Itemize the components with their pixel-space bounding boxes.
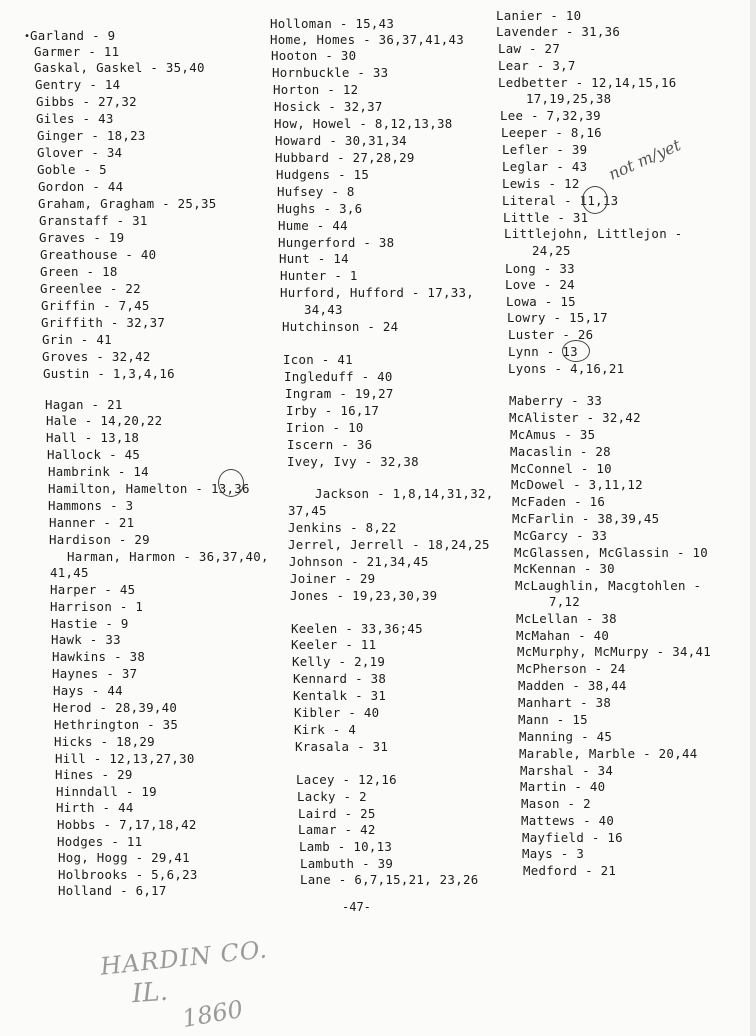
index-entry: McGlassen, McGlassin - 10 — [514, 545, 708, 560]
index-entry: Hill - 12,13,27,30 — [55, 751, 195, 766]
index-entry: Graham, Gragham - 25,35 — [38, 196, 217, 211]
index-entry: Hurford, Hufford - 17,33, — [280, 285, 474, 300]
index-entry: Lambuth - 39 — [300, 856, 394, 871]
index-entry: Marshal - 34 — [520, 763, 614, 778]
index-entry: Hines - 29 — [55, 767, 133, 782]
index-entry: Hammons - 3 — [48, 498, 134, 513]
index-entry: 17,19,25,38 — [526, 91, 612, 106]
index-entry: McGarcy - 33 — [514, 528, 608, 543]
index-entry: Glover - 34 — [37, 145, 123, 160]
index-entry: Irby - 16,17 — [286, 403, 380, 418]
index-entry: McPherson - 24 — [517, 661, 626, 676]
index-entry: Hamilton, Hamelton - 13,36 — [48, 481, 250, 496]
index-entry: Graves - 19 — [39, 230, 125, 245]
index-entry: Gordon - 44 — [38, 179, 124, 194]
handwritten-margin-note: not m/yet — [605, 135, 684, 184]
index-entry: Horton - 12 — [273, 82, 359, 97]
index-entry: Literal - 11,13 — [502, 193, 619, 208]
index-entry: Lanier - 10 — [496, 8, 582, 23]
index-entry: Lowa - 15 — [506, 294, 576, 309]
index-entry: Hirth - 44 — [56, 800, 134, 815]
index-entry: Herod - 28,39,40 — [53, 700, 178, 715]
index-entry: Gaskal, Gaskel - 35,40 — [34, 60, 205, 75]
index-entry: Ginger - 18,23 — [37, 128, 146, 143]
index-entry: Joiner - 29 — [290, 571, 376, 586]
index-entry: Leglar - 43 — [502, 159, 588, 174]
handwritten-county: HARDIN CO. — [98, 935, 269, 981]
index-entry: Lynn - 13 — [508, 344, 578, 359]
index-entry: Goble - 5 — [37, 162, 107, 177]
index-entry: 41,45 — [50, 565, 89, 580]
index-entry: Mayfield - 16 — [522, 830, 623, 845]
index-entry: Hog, Hogg - 29,41 — [58, 850, 190, 865]
index-entry: Lefler - 39 — [502, 142, 588, 157]
index-entry: Keelen - 33,36;45 — [291, 621, 423, 636]
index-entry: Mason - 2 — [521, 796, 591, 811]
index-entry: Kirk - 4 — [294, 722, 357, 737]
index-entry: Hagan - 21 — [45, 397, 123, 412]
index-entry: Leeper - 8,16 — [501, 125, 602, 140]
index-entry: Gustin - 1,3,4,16 — [43, 366, 175, 381]
index-entry: Kelly - 2,19 — [292, 654, 386, 669]
index-entry: Lacey - 12,16 — [296, 772, 397, 787]
index-entry: Hastie - 9 — [51, 616, 129, 631]
index-entry: Icon - 41 — [283, 352, 353, 367]
index-entry: Jones - 19,23,30,39 — [290, 588, 438, 603]
index-entry: Groves - 32,42 — [42, 349, 151, 364]
index-entry: Lewis - 12 — [502, 176, 580, 191]
index-entry: Mann - 15 — [518, 712, 588, 727]
index-entry: Lyons - 4,16,21 — [508, 361, 625, 376]
index-entry: 24,25 — [532, 243, 571, 258]
index-entry: Hays - 44 — [53, 683, 123, 698]
index-entry: Law - 27 — [498, 41, 561, 56]
page-number: -47- — [342, 900, 371, 914]
index-entry: Harrison - 1 — [50, 599, 144, 614]
index-entry: McFarlin - 38,39,45 — [512, 511, 660, 526]
index-entry: How, Howel - 8,12,13,38 — [274, 116, 453, 131]
index-entry: Harper - 45 — [50, 582, 136, 597]
index-entry: Holbrooks - 5,6,23 — [58, 867, 198, 882]
index-entry: Jackson - 1,8,14,31,32, — [315, 486, 494, 501]
index-entry: Hughs - 3,6 — [277, 201, 363, 216]
index-entry: Holland - 6,17 — [58, 883, 167, 898]
index-entry: Krasala - 31 — [295, 739, 389, 754]
index-entry: Howard - 30,31,34 — [275, 133, 407, 148]
index-entry: Laird - 25 — [298, 806, 376, 821]
handwritten-year: 1860 — [180, 994, 246, 1034]
circle-mark-lynn — [562, 340, 590, 362]
index-entry: Griffith - 32,37 — [41, 315, 166, 330]
index-entry: Manning - 45 — [519, 729, 613, 744]
index-entry: Ledbetter - 12,14,15,16 — [498, 75, 677, 90]
index-entry: McConnel - 10 — [511, 461, 612, 476]
index-entry: Hufsey - 8 — [277, 184, 355, 199]
index-entry: Lamar - 42 — [298, 822, 376, 837]
index-entry: Hosick - 32,37 — [274, 99, 383, 114]
index-entry: Irion - 10 — [286, 420, 364, 435]
index-entry: Hooton - 30 — [271, 48, 357, 63]
index-entry: McKennan - 30 — [514, 561, 615, 576]
index-entry: Haynes - 37 — [52, 666, 138, 681]
index-entry: Hall - 13,18 — [46, 430, 140, 445]
index-entry: Hobbs - 7,17,18,42 — [57, 817, 197, 832]
index-entry: McMahan - 40 — [516, 628, 610, 643]
index-entry: Ingram - 19,27 — [285, 386, 394, 401]
index-entry: Hicks - 18,29 — [54, 734, 155, 749]
index-entry: Long - 33 — [505, 261, 575, 276]
index-entry: Giles - 43 — [36, 111, 114, 126]
index-entry: McAlister - 32,42 — [509, 410, 641, 425]
index-entry: Jerrel, Jerrell - 18,24,25 — [288, 537, 490, 552]
index-entry: Grin - 41 — [42, 332, 112, 347]
index-entry: Holloman - 15,43 — [270, 16, 395, 31]
index-entry: Greathouse - 40 — [40, 247, 157, 262]
index-entry: Hornbuckle - 33 — [272, 65, 389, 80]
index-entry: Lacky - 2 — [297, 789, 367, 804]
handwritten-state: IL. — [130, 976, 169, 1010]
index-entry: Granstaff - 31 — [39, 213, 148, 228]
index-entry: Kentalk - 31 — [293, 688, 387, 703]
index-entry: Lamb - 10,13 — [299, 839, 393, 854]
index-entry: Hallock - 45 — [47, 447, 141, 462]
index-entry: Mays - 3 — [522, 846, 585, 861]
index-entry: Marable, Marble - 20,44 — [519, 746, 698, 761]
index-entry: Lowry - 15,17 — [507, 310, 608, 325]
index-entry: Garland - 9 — [30, 28, 116, 43]
index-entry: Medford - 21 — [523, 863, 617, 878]
index-entry: McMurphy, McMurpy - 34,41 — [517, 644, 711, 659]
index-entry: Lavender - 31,36 — [496, 24, 621, 39]
index-entry: 7,12 — [549, 594, 581, 609]
index-entry: Hunter - 1 — [280, 268, 358, 283]
index-entry: Hodges - 11 — [57, 834, 143, 849]
index-entry: 37,45 — [288, 503, 327, 518]
index-entry: Ivey, Ivy - 32,38 — [287, 454, 419, 469]
index-entry: Maberry - 33 — [509, 393, 603, 408]
index-entry: Macaslin - 28 — [510, 444, 611, 459]
index-entry: McAmus - 35 — [510, 427, 596, 442]
index-entry: Hambrink - 14 — [48, 464, 149, 479]
index-entry: Home, Homes - 36,37,41,43 — [270, 32, 464, 47]
index-entry: Little - 31 — [503, 210, 589, 225]
index-entry: Hardison - 29 — [49, 532, 150, 547]
index-entry: Gentry - 14 — [35, 77, 121, 92]
index-entry: Kennard - 38 — [293, 671, 387, 686]
index-entry: Green - 18 — [40, 264, 118, 279]
index-entry: Mattews - 40 — [521, 813, 615, 828]
index-entry: Martin - 40 — [520, 779, 606, 794]
index-entry: Hubbard - 27,28,29 — [275, 150, 415, 165]
index-entry: Love - 24 — [505, 277, 575, 292]
index-entry: Keeler - 11 — [291, 637, 377, 652]
index-entry: McLaughlin, Macgtohlen - — [515, 578, 702, 593]
scan-edge — [750, 0, 756, 1036]
index-entry: Harman, Harmon - 36,37,40, — [67, 549, 269, 564]
index-entry: Jenkins - 8,22 — [288, 520, 397, 535]
index-entry: Hethrington - 35 — [54, 717, 179, 732]
index-entry: Lear - 3,7 — [498, 58, 576, 73]
index-entry: Hume - 44 — [278, 218, 348, 233]
index-entry: Hawkins - 38 — [52, 649, 146, 664]
index-entry: Lane - 6,7,15,21, 23,26 — [300, 872, 479, 887]
index-entry: McDowel - 3,11,12 — [511, 477, 643, 492]
bullet-mark: • — [24, 31, 31, 42]
index-entry: Garmer - 11 — [34, 44, 120, 59]
index-entry: McFaden - 16 — [512, 494, 606, 509]
index-entry: Hutchinson - 24 — [282, 319, 399, 334]
index-entry: Gibbs - 27,32 — [36, 94, 137, 109]
circle-mark-hamilton — [218, 469, 244, 497]
index-entry: Hanner - 21 — [49, 515, 135, 530]
index-entry: 34,43 — [304, 302, 343, 317]
index-entry: McLellan - 38 — [516, 611, 617, 626]
index-entry: Manhart - 38 — [518, 695, 612, 710]
index-entry: Johnson - 21,34,45 — [289, 554, 429, 569]
index-entry: Ingleduff - 40 — [284, 369, 393, 384]
index-entry: Hudgens - 15 — [276, 167, 370, 182]
index-entry: Greenlee - 22 — [40, 281, 141, 296]
index-entry: Luster - 26 — [508, 327, 594, 342]
index-entry: Madden - 38,44 — [518, 678, 627, 693]
index-entry: Littlejohn, Littlejon - — [504, 226, 683, 241]
index-entry: Hunt - 14 — [279, 251, 349, 266]
index-entry: Hungerford - 38 — [278, 235, 395, 250]
index-entry: Hinndall - 19 — [56, 784, 157, 799]
circle-mark-literal — [582, 186, 608, 214]
index-entry: Griffin - 7,45 — [41, 298, 150, 313]
index-entry: Hawk - 33 — [51, 632, 121, 647]
index-entry: Iscern - 36 — [287, 437, 373, 452]
index-entry: Lee - 7,32,39 — [500, 108, 601, 123]
index-entry: Hale - 14,20,22 — [46, 413, 163, 428]
index-entry: Kibler - 40 — [294, 705, 380, 720]
